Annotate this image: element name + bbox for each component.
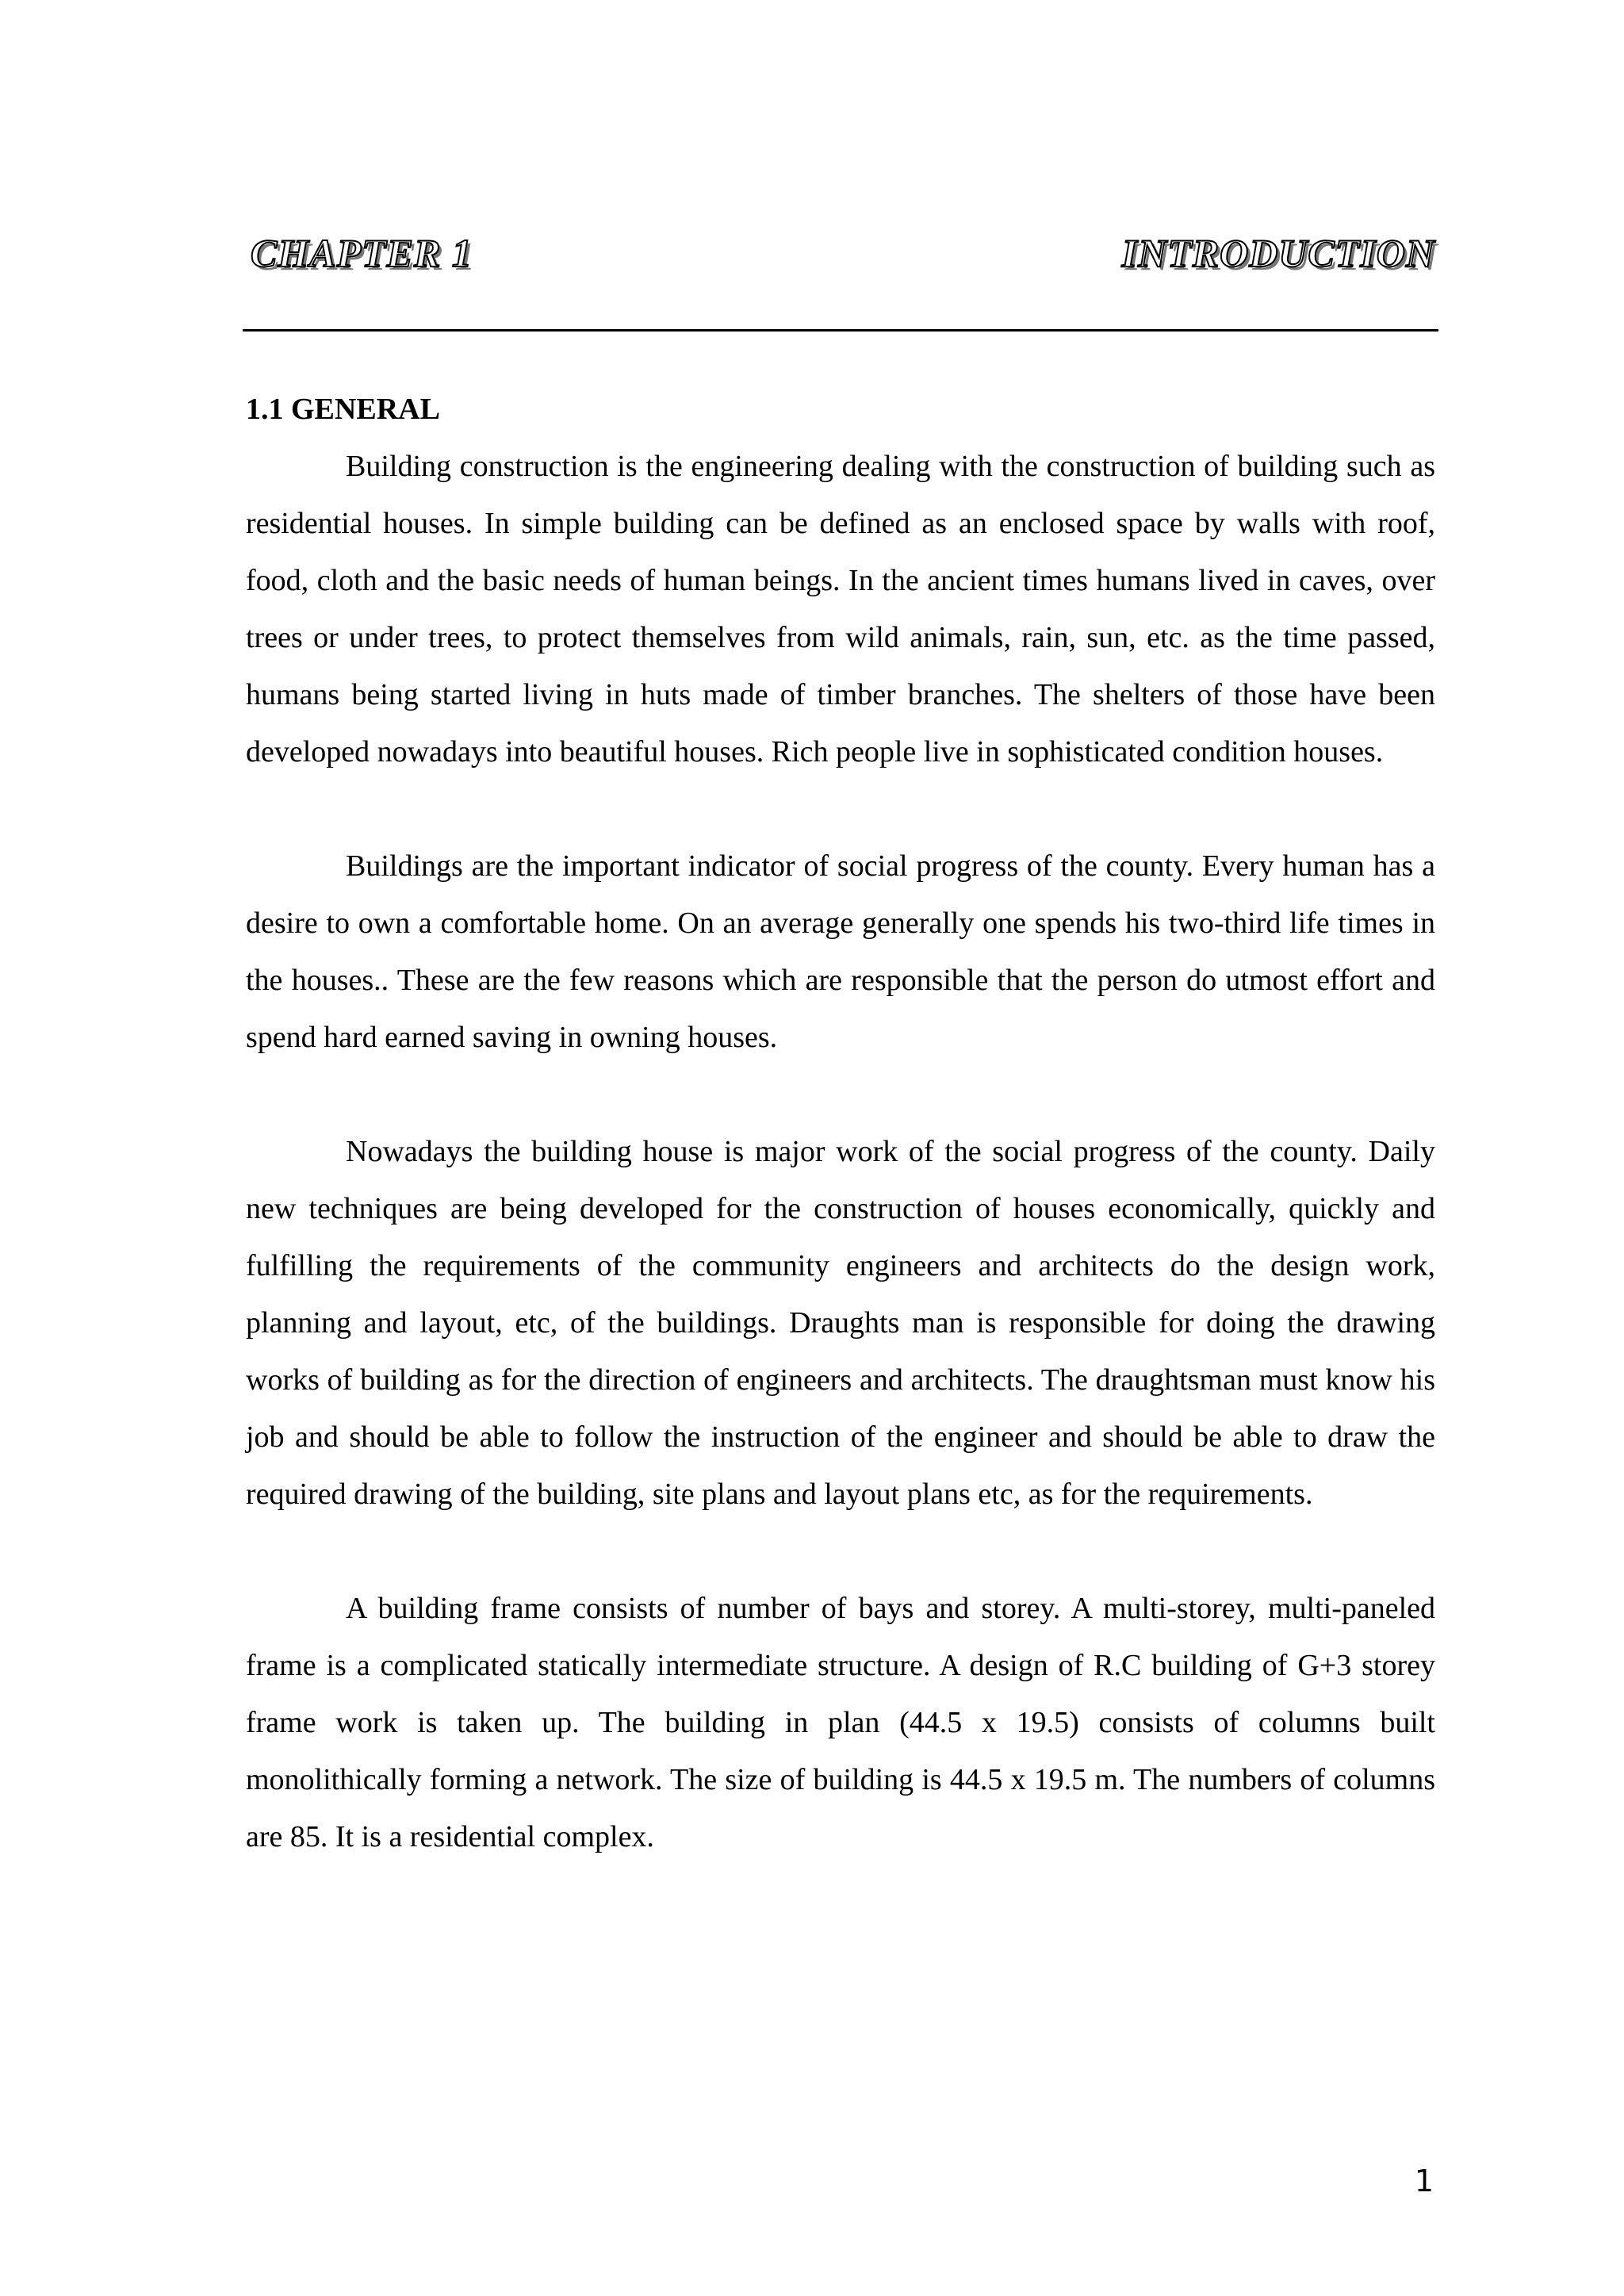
chapter-header	[246, 230, 1435, 293]
paragraph-2: Buildings are the important indicator of social progress of the county. Every human has a desire to own a comfortable home. On an average generally one spends his two-third life times in the houses.. These are the few reasons which are responsible that the person do utmost effort and spend hard earned saving in owning houses.	[246, 849, 1435, 1054]
header-divider	[243, 329, 1438, 332]
chapter-label: CHAPTER 1	[251, 231, 473, 275]
chapter-title: INTRODUCTION	[1121, 231, 1435, 275]
paragraph-1: Building construction is the engineering dealing with the construction of building such as residential houses. In simple building can be defined as an enclosed space by walls with roof, food, cloth and the basic needs of human beings. In the ancient times humans lived in caves, over trees or under trees, to protect themselves from wild animals, rain, sun, etc. as the time passed, humans being started living in huts made of timber branches. The shelters of those have been developed nowadays into beautiful houses. Rich people live in sophisticated condition houses.	[246, 450, 1435, 769]
paragraph-4: A building frame consists of number of bays and storey. A multi-storey, multi-paneled frame is a complicated statically intermediate structure. A design of R.C building of G+3 storey frame work is taken up. The building in plan (44.5 x 19.5) consists of columns built monolithically forming a network. The size of building is 44.5 x 19.5 m. The numbers of columns are 85. It is a residential complex.	[246, 1592, 1435, 1853]
paragraph-3: Nowadays the building house is major work of the social progress of the county. Daily new techniques are being developed for the construction of houses economically, quickly and fulfilling the requirements of the community engineers and architects do the design work, planning and layout, etc, of the buildings. Draughts man is responsible for doing the drawing works of building as for the direction of engineers and architects. The draughtsman must know his job and should be able to follow the instruction of the engineer and should be able to draw the required drawing of the building, site plans and layout plans etc, as for the requirements.	[246, 1135, 1435, 1511]
section-body	[246, 381, 1435, 1865]
page-number: 1	[1414, 2164, 1434, 2198]
section-heading: 1.1 GENERAL	[246, 393, 440, 426]
